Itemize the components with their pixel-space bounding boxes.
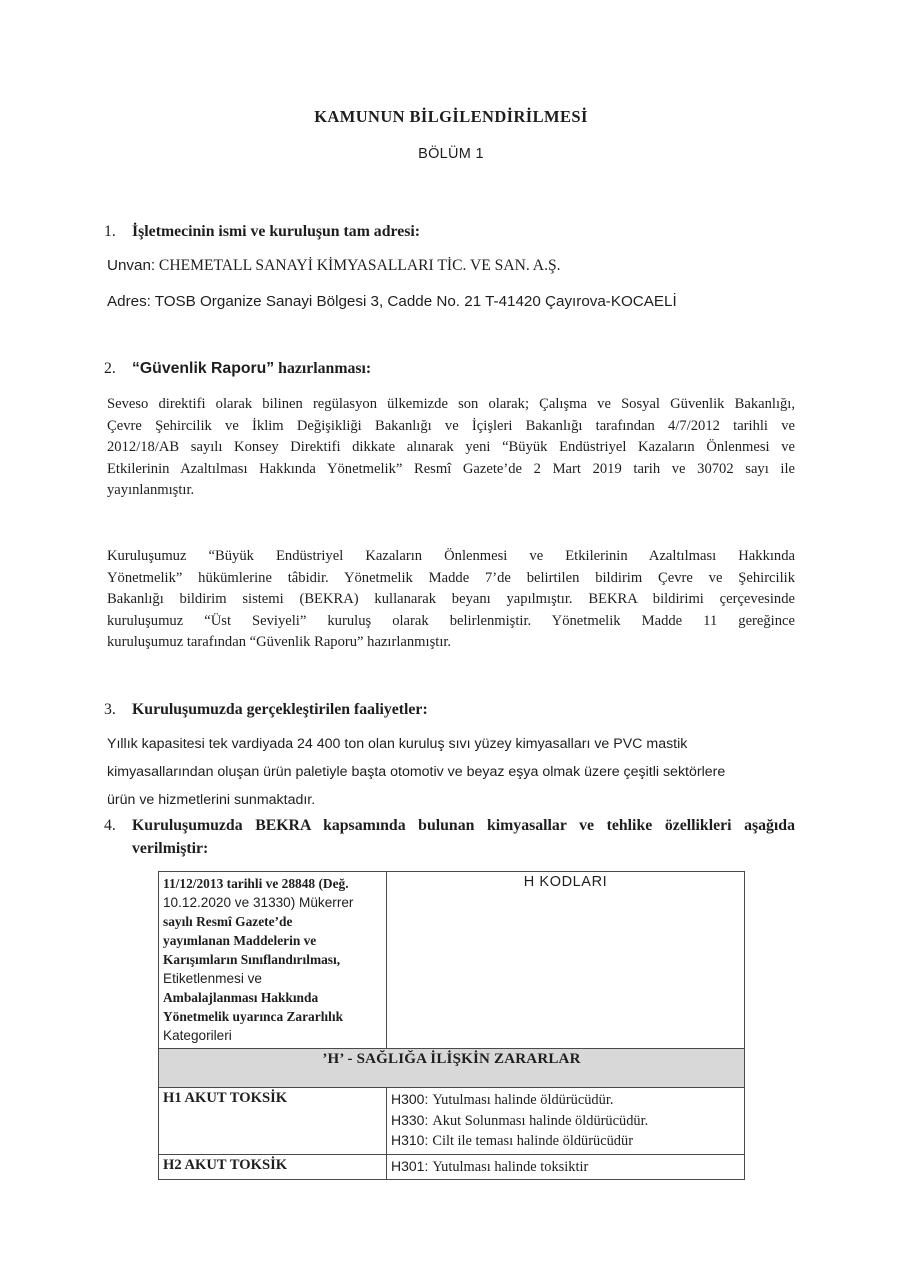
header-line: 10.12.2020 ve 31330) Mükerrer [163, 895, 354, 910]
header-line: Ambalajlanması Hakkında [163, 990, 319, 1005]
section-2-number: 2. [104, 360, 116, 377]
header-line: Kategorileri [163, 1028, 232, 1043]
unvan-value: CHEMETALL SANAYİ KİMYASALLARI TİC. VE SAN. A.Ş. [158, 257, 561, 274]
paragraph-line: Bakanlığı bildirim sistemi (BEKRA) kullanarak beyanı yapılmıştır. BEKRA bildirimi çerçevesinde [107, 591, 795, 607]
h-code-line [391, 1111, 740, 1132]
company-address-line [107, 293, 795, 311]
h-code: H301: [391, 1157, 429, 1174]
section-1-heading-text: İşletmecinin ismi ve kuruluşun tam adresi: [132, 223, 421, 240]
header-line: Karışımların Sınıflandırılması, [163, 952, 341, 967]
h-code: H330: [391, 1111, 429, 1128]
h-codes-header-cell: H KODLARI [387, 872, 745, 1049]
section-1-heading [104, 221, 795, 243]
page-subtitle: BÖLÜM 1 [418, 146, 484, 162]
health-hazards-banner: ’H’ - SAĞLIĞA İLİŞKİN ZARARLAR [159, 1049, 745, 1088]
table-row [159, 1088, 745, 1155]
paragraph-line: Etkilerinin Azaltılması Hakkında Yönetmelik” Resmî Gazete’de 2 Mart 2019 tarih ve 30702 sayı ile [107, 460, 795, 477]
paragraph-line: kuruluşumuz “Üst Seviyeli” kuruluş olarak belirlenmiştir. Yönetmelik Madde 11 gereğince [107, 612, 795, 629]
section-4-heading-line2: verilmiştir: [132, 840, 209, 857]
paragraph-line: 2012/18/AB sayılı Konsey Direktifi dikkate alınarak yeni “Büyük Endüstriyel Kazaların Önlenmesi ve [107, 439, 795, 455]
section-2-heading [104, 358, 795, 380]
section-2-heading-text [132, 358, 371, 380]
h-code-line [391, 1131, 740, 1152]
paragraph-line: Yıllık kapasitesi tek vardiyada 24 400 ton olan kuruluş sıvı yüzey kimyasalları ve PVC mastik [107, 736, 688, 752]
h-code: H300: [391, 1091, 429, 1107]
section-3-heading-text: Kuruluşumuzda gerçekleştirilen faaliyetler: [132, 701, 428, 718]
h-code: H310: [391, 1132, 429, 1148]
adres-value: TOSB Organize Sanayi Bölgesi 3, Cadde No. 21 T-41420 Çayırova-KOCAELİ [154, 293, 677, 310]
h-code-line [391, 1157, 740, 1178]
section-2-heading-part2: hazırlanması: [278, 360, 372, 377]
paragraph-line: Kuruluşumuz “Büyük Endüstriyel Kazaların Önlenmesi ve Etkilerinin Azaltılması Hakkında [107, 548, 795, 564]
table-banner-row [159, 1049, 745, 1088]
h-code-description: Cilt ile teması halinde öldürücüdür [432, 1133, 633, 1149]
section-3-heading [104, 699, 795, 721]
section-4-number: 4. [104, 817, 116, 834]
paragraph-line: Seveso direktifi olarak bilinen regülasyon ülkemizde son olarak; Çalışma ve Sosyal Güvenlik Bakanlığı, [107, 396, 795, 412]
h-code-description: Akut Solunması halinde öldürücüdür. [432, 1112, 649, 1129]
hazard-category-cell: H1 AKUT TOKSİK [159, 1088, 387, 1155]
paragraph-line: kuruluşumuz tarafından “Güvenlik Raporu” hazırlanmıştır. [107, 634, 452, 650]
header-line: yayımlanan Maddelerin ve [163, 933, 317, 948]
section-4-heading [104, 814, 795, 860]
section-2-heading-part1: “Güvenlik Raporu” [132, 360, 275, 377]
h-code-description: Yutulması halinde toksiktir [432, 1158, 589, 1175]
paragraph-line: ürün ve hizmetlerini sunmaktadır. [107, 792, 316, 808]
paragraph-line: yayınlanmıştır. [107, 482, 195, 498]
section-1-number: 1. [104, 223, 116, 240]
paragraph-line: Çevre Şehircilik ve İklim Değişikliği Bakanlığı ve İçişleri Bakanlığı tarafından 4/7/2012 tarihli ve [107, 417, 795, 434]
table-header-row [159, 872, 745, 1049]
section-4-heading-text [132, 814, 795, 860]
section-3-paragraph [107, 730, 795, 814]
header-line: Etiketlenmesi ve [163, 971, 262, 986]
header-line: 11/12/2013 tarihli ve 28848 (Değ. [163, 876, 349, 891]
hazard-codes-cell [387, 1088, 745, 1155]
paragraph-line: kimyasallarından oluşan ürün paletiyle başta otomotiv ve beyaz eşya olmak üzere çeşitli sektörlere [107, 764, 726, 780]
hazard-codes-cell [387, 1154, 745, 1180]
page-title: KAMUNUN BİLGİLENDİRİLMESİ [314, 107, 588, 126]
section-2-paragraph-1 [107, 394, 795, 502]
section-4-heading-line1: Kuruluşumuzda BEKRA kapsamında bulunan kimyasallar ve tehlike özellikleri aşağıda [132, 817, 795, 834]
hazard-category-cell: H2 AKUT TOKSİK [159, 1154, 387, 1180]
section-3-number: 3. [104, 701, 116, 718]
paragraph-line: Yönetmelik” hükümlerine tâbidir. Yönetmelik Madde 7’de belirtilen bildirim Çevre ve Şehircilik [107, 569, 795, 586]
adres-label: Adres: [107, 293, 151, 310]
hazard-table [158, 871, 745, 1180]
company-name-line [107, 257, 795, 275]
regulation-category-header-cell [159, 872, 387, 1049]
table-row [159, 1154, 745, 1180]
unvan-label: Unvan: [107, 257, 156, 274]
header-line: sayılı Resmî Gazete’de [163, 914, 293, 929]
h-code-description: Yutulması halinde öldürücüdür. [432, 1092, 614, 1108]
h-code-line [391, 1090, 740, 1111]
header-line: Yönetmelik uyarınca Zararlılık [163, 1009, 344, 1024]
section-2-paragraph-2 [107, 546, 795, 654]
